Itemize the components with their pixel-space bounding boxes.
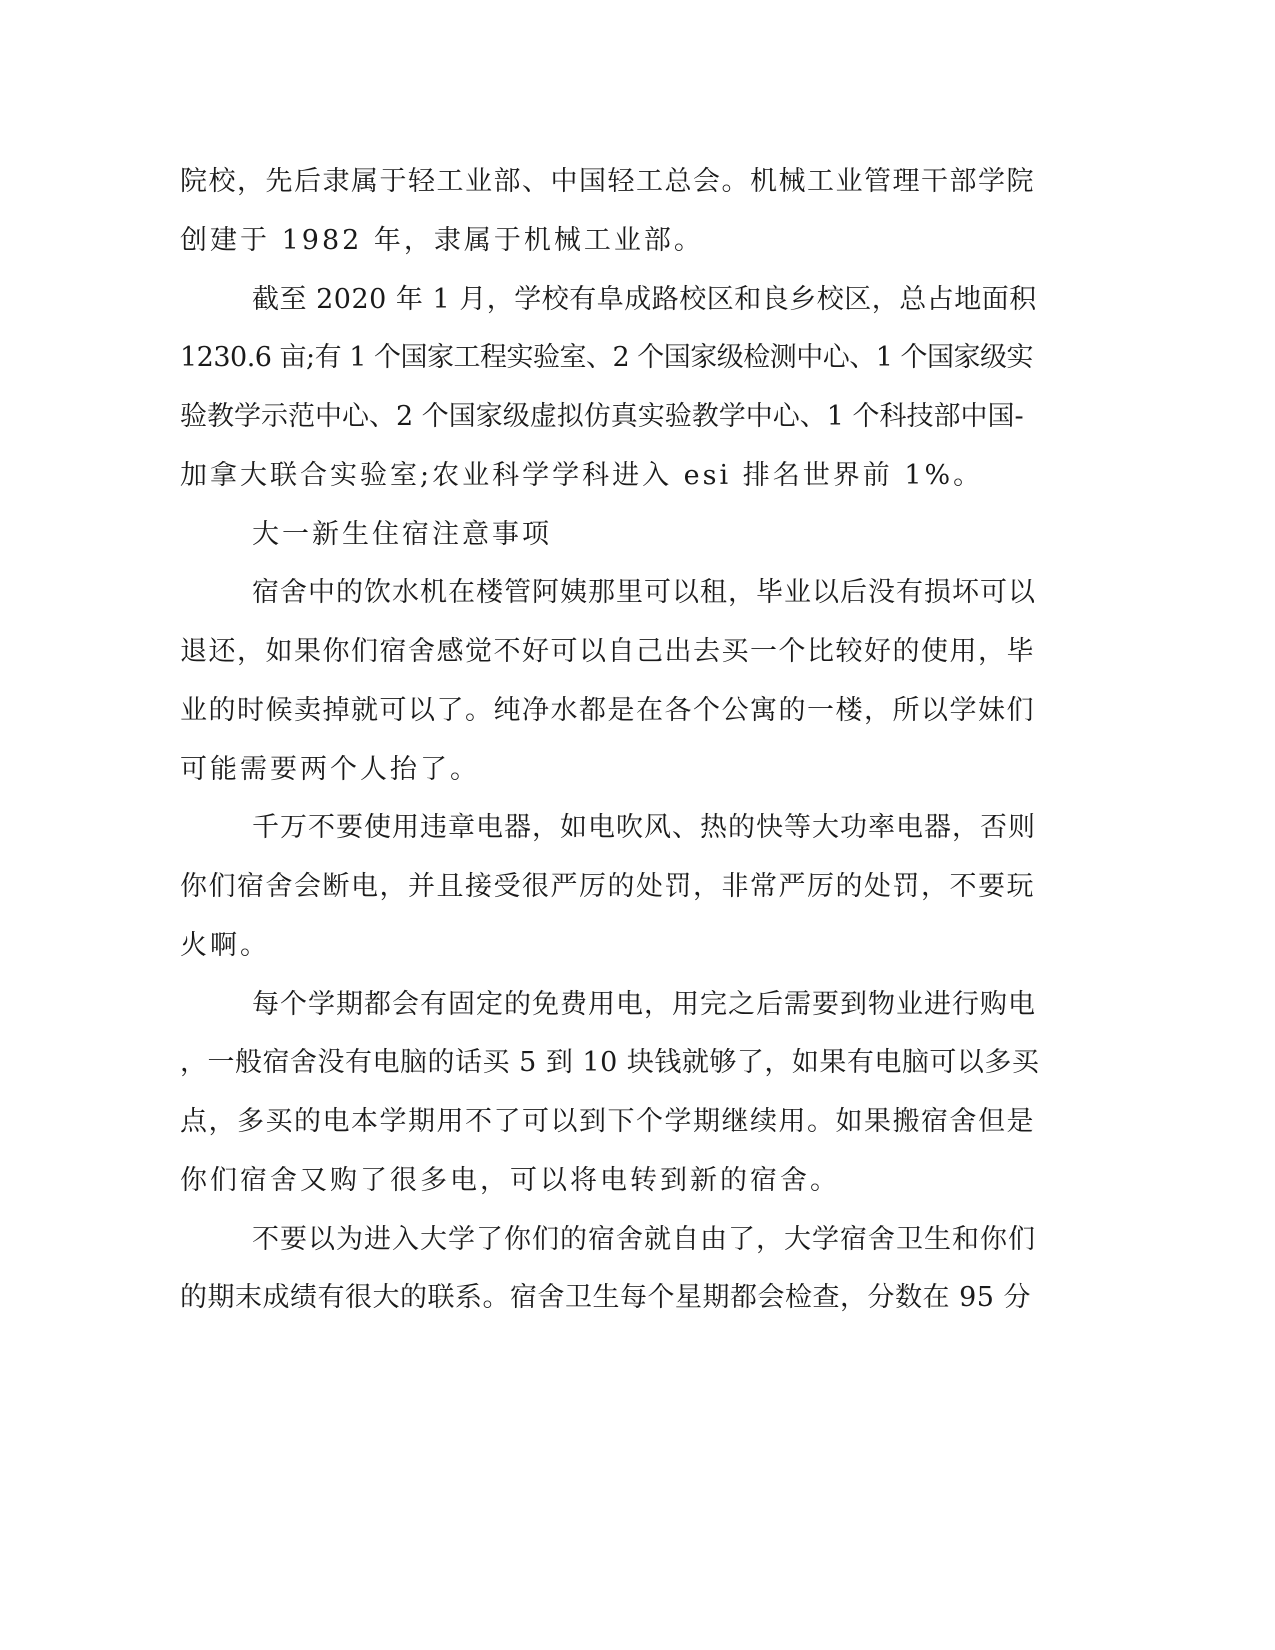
text-line: 1230.6 亩;有 1 个国家工程实验室、2 个国家级检测中心、1 个国家级实: [180, 342, 1034, 373]
text-line: 你们宿舍又购了很多电，可以将电转到新的宿舍。: [180, 1165, 840, 1196]
text-line: 火啊。: [180, 930, 270, 961]
section-heading: 大一新生住宿注意事项: [252, 519, 552, 550]
text-line: 不要以为进入大学了你们的宿舍就自由了，大学宿舍卫生和你们: [252, 1224, 1036, 1255]
text-line: 创建于 1982 年，隶属于机械工业部。: [180, 225, 704, 256]
text-line: 千万不要使用违章电器，如电吹风、热的快等大功率电器，否则: [252, 812, 1036, 843]
text-line: 你们宿舍会断电，并且接受很严厉的处罚，非常严厉的处罚，不要玩: [180, 871, 1035, 902]
text-line: 点，多买的电本学期用不了可以到下个学期继续用。如果搬宿舍但是: [180, 1106, 1035, 1137]
text-line: 宿舍中的饮水机在楼管阿姨那里可以租，毕业以后没有损坏可以: [252, 577, 1036, 608]
text-line: 的期末成绩有很大的联系。宿舍卫生每个星期都会检查，分数在 95 分: [180, 1282, 1032, 1313]
text-line: ，一般宿舍没有电脑的话买 5 到 10 块钱就够了，如果有电脑可以多买: [180, 1047, 1040, 1078]
text-line: 退还，如果你们宿舍感觉不好可以自己出去买一个比较好的使用，毕: [180, 636, 1035, 667]
text-line: 验教学示范中心、2 个国家级虚拟仿真实验教学中心、1 个科技部中国-: [180, 401, 1024, 432]
text-line: 可能需要两个人抬了。: [180, 754, 480, 785]
text-line: 院校，先后隶属于轻工业部、中国轻工总会。机械工业管理干部学院: [180, 166, 1035, 197]
text-line: 业的时候卖掉就可以了。纯净水都是在各个公寓的一楼，所以学妹们: [180, 695, 1035, 726]
text-line: 每个学期都会有固定的免费用电，用完之后需要到物业进行购电: [252, 989, 1036, 1020]
text-line: 截至 2020 年 1 月，学校有阜成路校区和良乡校区，总占地面积: [252, 284, 1037, 315]
text-line: 加拿大联合实验室;农业科学学科进入 esi 排名世界前 1%。: [180, 460, 984, 491]
